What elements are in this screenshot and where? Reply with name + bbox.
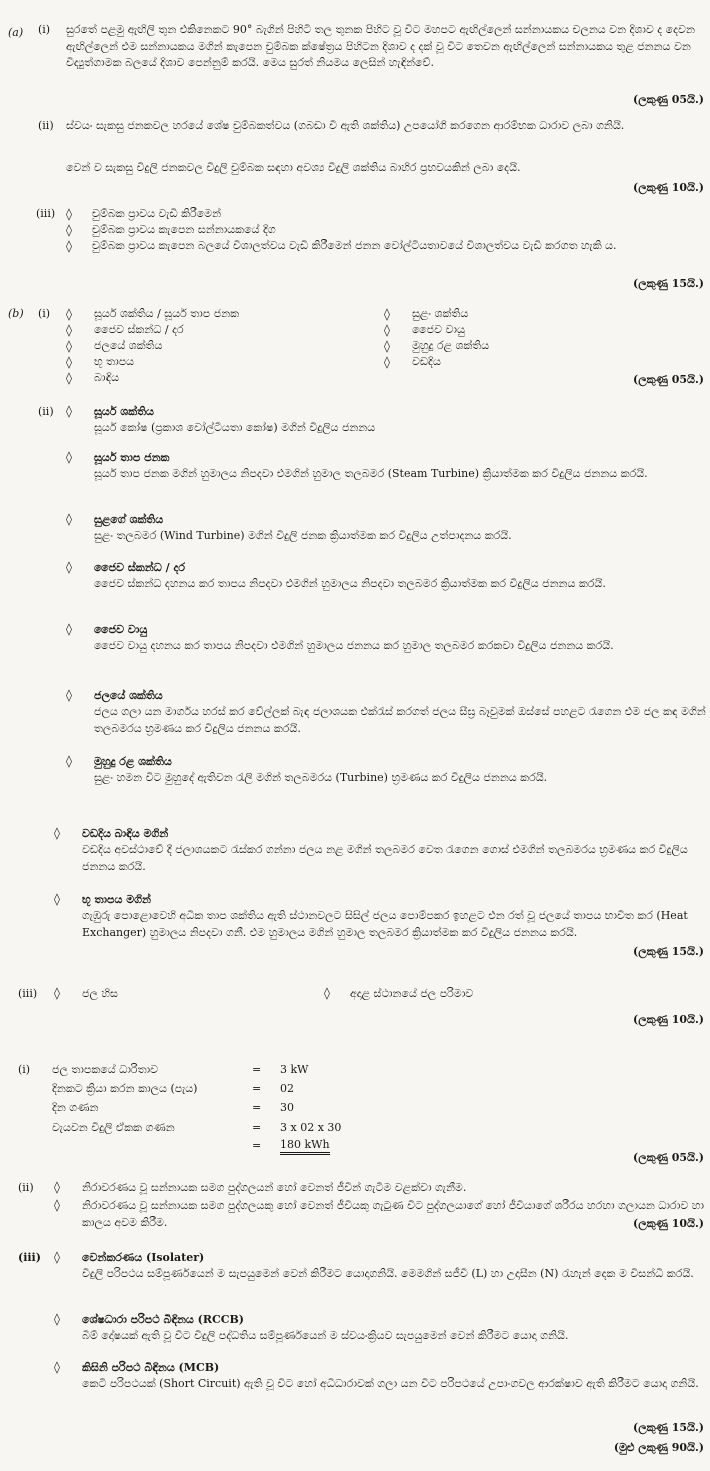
a-ii-text1: ස්වයං සැකසු ජනකවල හරයේ ශේෂ චුම්බකත්වය (ගබඩා වී ඇති ශක්තිය) උපයෝගි කරගෙන ආරම්භක ධාරාව ලබා ගනියි. xyxy=(66,119,625,132)
label-b-iii: (iii) xyxy=(18,987,38,1000)
b-ii-marks: (ලකුණු 15යි.) xyxy=(633,945,704,958)
b-ii-text: සුළං තලබමර (Wind Turbine) මගින් විදුලි ජනක ක්‍රියාත්මක කර විදුලිය උත්පාදනය කරයි. xyxy=(94,529,512,542)
calc-label: දින ගණන xyxy=(52,1101,99,1114)
diamond-bullet-icon: ◊ xyxy=(384,323,390,337)
a-iii-item: චුම්බක ප්‍රාවය කැපෙන බලයේ විශාලත්වය වැඩි කිරීමෙන් ජනන වෝල්ටීයතාවයේ විශාලත්වය වැඩි කරගත හැකි ය. xyxy=(92,239,617,252)
b-i-right-item: මුහුදු රළ ශක්තිය xyxy=(412,339,490,352)
diamond-bullet-icon: ◊ xyxy=(66,371,72,385)
b-ii-title: ජෛව ස්කන්ධ / දර xyxy=(94,561,185,574)
b-ii-text: ජෛව වායු දහනය කර තාපය නිපදවා එමගින් හුමාලය ජනනය කර හුමාල තලබමර කරකවා විදුලිය ජනනය කරයි. xyxy=(94,639,614,652)
a-iii-item: චුම්බක ප්‍රාවය වැඩි කිරීමෙන් xyxy=(92,207,222,220)
a-i-marks: (ලකුණු 05යි.) xyxy=(633,93,704,106)
diamond-bullet-icon: ◊ xyxy=(66,450,72,464)
calc-value: 3 kW xyxy=(280,1063,309,1076)
calc-equals: = xyxy=(252,1139,262,1152)
b-iii-right: අදාළ ස්ථානයේ ජල පරිමාව xyxy=(350,987,474,1000)
label-a-iii: (iii) xyxy=(36,207,56,220)
b-ii-title: භූ තාපය මගින් xyxy=(82,893,151,906)
b-i-right-item: වඩදිය xyxy=(412,355,441,368)
c-ii-marks: (ලකුණු 10යි.) xyxy=(633,1217,704,1230)
diamond-bullet-icon: ◊ xyxy=(66,223,72,237)
diamond-bullet-icon: ◊ xyxy=(54,986,60,1000)
b-i-marks: (ලකුණු 05යි.) xyxy=(633,373,704,386)
diamond-bullet-icon: ◊ xyxy=(66,355,72,369)
calc-equals: = xyxy=(252,1121,262,1134)
a-iii-item: චුම්බක ප්‍රාවය කැපෙන සන්නායකයේ දිග xyxy=(92,223,276,236)
c-i-marks: (ලකුණු 05යි.) xyxy=(633,1151,704,1164)
c-iii-marks: (ලකුණු 15යි.) xyxy=(633,1421,704,1434)
diamond-bullet-icon: ◊ xyxy=(54,1250,60,1264)
diamond-bullet-icon: ◊ xyxy=(66,323,72,337)
diamond-bullet-icon: ◊ xyxy=(66,339,72,353)
diamond-bullet-icon: ◊ xyxy=(54,1360,60,1374)
b-i-right-item: ජෛව වායු xyxy=(412,323,465,336)
b-ii-text: ජෛව ස්කන්ධ දහනය කර තාපය නිපදවා එමගින් හුමාලය නිපදවා තලබමර ක්‍රියාත්මක කර විදුලිය ජනනය කරයි. xyxy=(94,577,606,590)
diamond-bullet-icon: ◊ xyxy=(324,986,330,1000)
a-ii-text2: වෙන් ව සැකසු විදුලි ජනකවල විදුලි චුම්බක සඳහා අවශ්‍ය විදුලි ශක්තිය බාහිර ප්‍රභවයකින් ලබා දෙයි. xyxy=(66,161,521,174)
b-ii-text: සූර්ය තාප ජනක මගින් හුමාලය නිපදවා එමගින් හුමාල තලබමර (Steam Turbine) ක්‍රියාත්මක කර විදුලිය ජනනය කරයි. xyxy=(94,467,648,480)
diamond-bullet-icon: ◊ xyxy=(54,1180,60,1194)
b-ii-title: සුළගේ ශක්තිය xyxy=(94,513,164,526)
label-c-i: (i) xyxy=(18,1063,31,1076)
b-ii-text: ජලය ගලා යන මාර්ගය හරස් කර වේල්ලක් බැඳ ජලාශයක එක්රැස් කරගත් ජලය සීඝ්‍ර බෑවුමක් ඔස්සේ පහළට රැගෙන එම ජල කඳ මගින් තලබමරය භ්‍රමණය කර විදුලිය ජනනය කරයි. xyxy=(94,705,706,735)
b-i-left-item: ජලයේ ශක්තිය xyxy=(94,339,163,352)
diamond-bullet-icon: ◊ xyxy=(54,892,60,906)
label-b-i: (i) xyxy=(38,307,51,320)
c-iii-text: විදුලි පරිපථය සම්පූර්ණයෙන් ම සැපයුමෙන් වෙන් කිරීමට යොදාගනියි. මෙමගින් සජීවී (L) හා උදාසීන (N) රැහැන් දෙක ම විසන්ධි කරයි. xyxy=(82,1267,694,1280)
diamond-bullet-icon: ◊ xyxy=(384,355,390,369)
diamond-bullet-icon: ◊ xyxy=(384,307,390,321)
calc-label: වැයවන විදුලි ඒකක ගණන xyxy=(52,1121,175,1134)
diamond-bullet-icon: ◊ xyxy=(66,688,72,702)
label-a-ii: (ii) xyxy=(38,119,54,132)
label-c-iii: (iii) xyxy=(18,1251,41,1264)
b-ii-title: සූර්ය ශක්තිය xyxy=(94,405,154,418)
label-c-ii: (ii) xyxy=(18,1181,34,1194)
diamond-bullet-icon: ◊ xyxy=(54,826,60,840)
a-iii-marks: (ලකුණු 15යි.) xyxy=(633,277,704,290)
b-i-left-item: සූර්ය ශක්තිය / සූර්ය තාප ජනක xyxy=(94,307,240,320)
diamond-bullet-icon: ◊ xyxy=(66,512,72,526)
diamond-bullet-icon: ◊ xyxy=(54,1198,60,1212)
c-iii-text: බිම් දෝෂයක් ඇති වූ විට විදුලි පද්ධතිය සම්පූර්ණයෙන් ම ස්වයංක්‍රියව සැපයුමෙන් වෙන් කිරීමට යොදා ගනියි. xyxy=(82,1329,569,1342)
label-a-i: (i) xyxy=(38,23,51,36)
calc-equals: = xyxy=(252,1063,262,1076)
diamond-bullet-icon: ◊ xyxy=(66,560,72,574)
b-ii-title: ජලයේ ශක්තිය xyxy=(94,689,163,702)
label-b: (b) xyxy=(8,307,24,320)
diamond-bullet-icon: ◊ xyxy=(66,207,72,221)
diamond-bullet-icon: ◊ xyxy=(384,339,390,353)
diamond-bullet-icon: ◊ xyxy=(66,404,72,418)
calc-value: 30 xyxy=(280,1101,294,1114)
b-iii-marks: (ලකුණු 10යි.) xyxy=(633,1013,704,1026)
c-iii-title: ශේෂධාරා පරිපථ බිඳිනය (RCCB) xyxy=(82,1313,244,1326)
b-ii-title: මුහුදු රළ ශක්තිය xyxy=(94,755,172,768)
diamond-bullet-icon: ◊ xyxy=(54,1312,60,1326)
b-iii-left: ජල හිස xyxy=(82,987,118,1000)
calc-equals: = xyxy=(252,1082,262,1095)
calc-result: 180 kWh xyxy=(280,1138,330,1155)
b-i-right-item: සුළං ශක්තිය xyxy=(412,307,469,320)
b-ii-text: සූර්ය කෝෂ (ප්‍රකාශ වෝල්ටීයතා කෝෂ) මගින් විදුලිය ජනනය xyxy=(94,421,376,434)
c-ii-item: නිරාවරණය වූ සන්නායක සමග පුද්ගලයන් හෝ වෙනත් ජීවීන් ගැටීම වළක්වා ගැනීම. xyxy=(82,1181,467,1194)
calc-value: 3 x 02 x 30 xyxy=(280,1121,342,1134)
diamond-bullet-icon: ◊ xyxy=(66,622,72,636)
calc-equals: = xyxy=(252,1101,262,1114)
b-ii-text: වඩදිය අවස්ථාවේ දී ජලාශයකට රැස්කර ගන්නා ජලය නළ මගින් තලබමර වෙත රැගෙන ගොස් එමගින් තලබමරය භ්‍රමණය කර විදුලිය ජනනය කරයි. xyxy=(82,843,688,873)
diamond-bullet-icon: ◊ xyxy=(66,307,72,321)
b-i-left-item: භූ තාපය xyxy=(94,355,135,368)
diamond-bullet-icon: ◊ xyxy=(66,754,72,768)
label-a: (a) xyxy=(8,26,24,39)
b-ii-title: සූර්ය තාප ජනක xyxy=(94,451,170,464)
calc-value: 02 xyxy=(280,1082,294,1095)
label-b-ii: (ii) xyxy=(38,405,54,418)
c-iii-title: වෙන්කරණය (Isolater) xyxy=(82,1251,205,1264)
b-ii-title: වඩදිය බාඳිය මගින් xyxy=(82,827,169,840)
calc-label: දිනකට ක්‍රියා කරන කාලය (පැය) xyxy=(52,1082,198,1095)
c-iii-title: කිසිනි පරිපථ බිඳිනය (MCB) xyxy=(82,1361,220,1374)
c-ii-item: නිරාවරණය වූ සන්නායක සමග පුද්ගලයකු හෝ වෙනත් ජීවියකු ගැටුණ විට පුද්ගලයාගේ හෝ ජීවියාගේ ශරීරය හරහා ගලායන ධාරාව හා කාලය අවම කිරීම. xyxy=(82,1199,704,1229)
calc-label: ජල තාපකයේ ධාරිතාව xyxy=(52,1063,159,1076)
b-i-left-item: ජෛව ස්කන්ධ / දර xyxy=(94,323,184,336)
total-marks: (මුළු ලකුණු 90යි.) xyxy=(613,1441,704,1454)
c-iii-text: කෙටි පරිපථයක් (Short Circuit) ඇති වූ විට හෝ අධිධාරාවක් ගලා යන විට පරිපථයේ උපාංගවල ආරක්ෂාව ඇති කිරීමට යොදා ගනියි. xyxy=(82,1377,699,1390)
diamond-bullet-icon: ◊ xyxy=(66,239,72,253)
a-ii-marks: (ලකුණු 10යි.) xyxy=(633,181,704,194)
b-ii-title: ජෛව වායු xyxy=(94,623,148,636)
a-i-text: සුරතේ පළමු ඇඟිලි තුන එකිනෙකට 90° බැගින් පිහිටි තල තුනක පිහිට වූ විට මහපට ඇඟිල්ලෙන් සන්නායකය චලනය වන දිශාව ද දෙවන ඇඟිල්ලෙන් එම සන්නායකය මගින් කැපෙන චුම්බක ක්ෂේත්‍රය පිහිටන දිශාව ද දක් වූ විට තෙවන ඇඟිල්ලෙන් සන්නායකය තුළ ජනනය වන විද්‍යුත්ගාමක බලයේ දිශාව පෙන්නුම් කරයි. මෙය සුරත් නියමය ලෙසින් හැඳින්වේ. xyxy=(66,23,695,69)
b-ii-text: ගැඹුරු පොළොවෙහි අධික තාප ශක්තිය ඇති ස්ථානවලට සිසිල් ජලය පොම්පකර ඉහළට එන රත් වූ ජලයේ තාපය භාවිත කර (Heat Exchanger) හුමාලය නිපදවා ගනී. එම හුමාලය මගින් හුමාල තලබමර ක්‍රියාත්මක කර විදුලිය ජනනය කරයි. xyxy=(82,909,688,939)
b-ii-text: සුළං හමන විට මුහුදේ ඇතිවන රැලි මගින් තලබමරය (Turbine) භ්‍රමණය කර විදුලිය ජනනය කරයි. xyxy=(94,771,548,784)
b-i-left-item: බාඳිය xyxy=(94,371,120,384)
